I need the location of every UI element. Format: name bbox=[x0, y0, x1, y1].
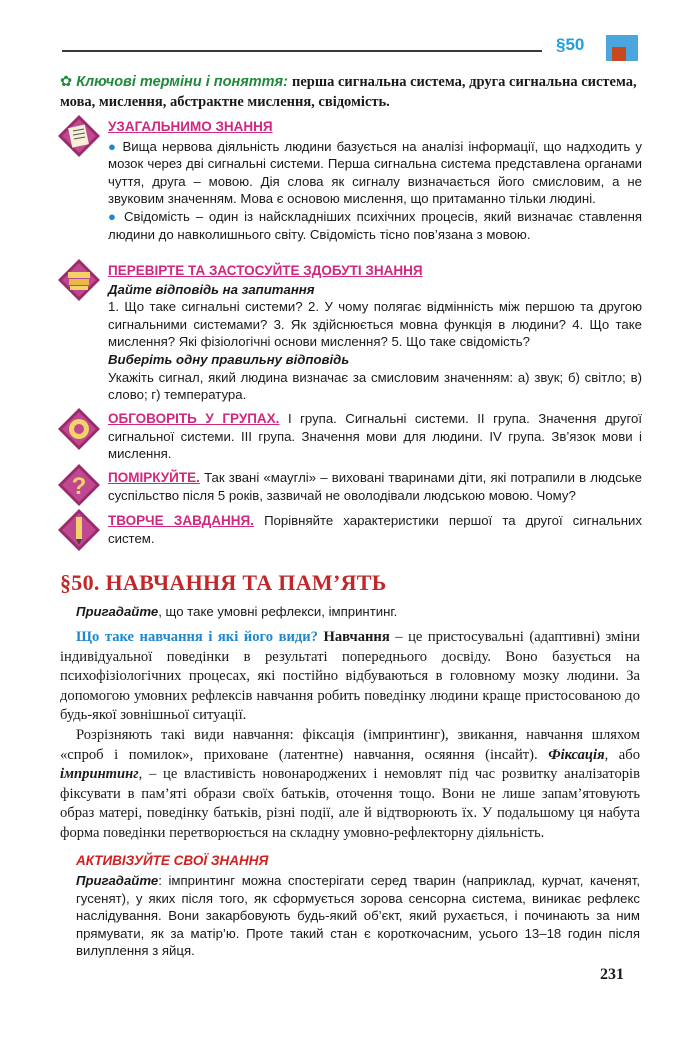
key-terms bbox=[60, 72, 640, 112]
check-questions: 1. Що таке сигнальні системи? 2. У чому полягає відмінність між першою та другою сигнальними системами? 3. Як здійснюється мовна функція в людини? 4. Що таке мислення? Які фізіологічні основи мислення? 5. Що таке свідомість? bbox=[108, 299, 642, 350]
flower-icon: ✿ bbox=[60, 74, 73, 90]
paragraph-2a: Розрізняють такі види навчання: фіксація (імпринтинг), звикання, навчання шляхом «спроб і помилок», приховане (латентне) навчання, осяяння (інсайт). bbox=[60, 726, 640, 763]
section-title: §50. НАВЧАННЯ ТА ПАМ’ЯТЬ bbox=[60, 570, 387, 595]
recall-text: , що таке умовні рефлекси, імпринтинг. bbox=[158, 604, 398, 619]
header-rule bbox=[62, 50, 542, 52]
groups-text: І група. Сигнальні системи. ІІ група. Значення другої сигнальної системи. ІІІ група. Значення мови для людини. ІV група. Зв’язок мови і мислення. bbox=[108, 411, 642, 462]
creative-text: Порівняйте характеристики першої та другої сигнальних систем. bbox=[108, 513, 642, 546]
activate-text: : імпринтинг можна спостерігати серед тварин (наприклад, курчат, каченят, гусенят), у яких після того, як сформується зорова сенсорна система, виникає рефлекс наслідування. Вони закарбовують будь-який об’єкт, який рухається, і починають за ним прямувати, як за матір’ю. Проте такий стан є короткочасним, усього 13–18 годин після вилуплення з яйця. bbox=[76, 873, 640, 959]
svg-text:?: ? bbox=[71, 473, 87, 500]
check-heading: ПЕРЕВІРТЕ ТА ЗАСТОСУЙТЕ ЗДОБУТІ ЗНАННЯ bbox=[108, 263, 423, 278]
term-learning: Навчання bbox=[323, 629, 390, 645]
term-fixation: Фіксація bbox=[548, 746, 605, 763]
question-mark-icon bbox=[57, 463, 101, 507]
term-imprinting: імпринтинг bbox=[60, 766, 139, 783]
generalize-heading: УЗАГАЛЬНИМО ЗНАННЯ bbox=[108, 119, 273, 134]
activate-label: Пригадайте bbox=[76, 873, 159, 888]
section-question: Що таке навчання і які його види? bbox=[76, 629, 318, 645]
paragraph-2b: , або bbox=[604, 746, 640, 763]
page-number: 231 bbox=[600, 966, 624, 983]
paragraph-2c: , – це властивість новонароджених і немовлят під час розвитку аналізаторів фіксувати в пам’яті образи своїх батьків, оточення тощо. Вони не лише запам’ятовують образ матері, поведінку батьків, різні події, але й відтворюють їх. У подальшому ця набута форма поведінки перетворюється на складну умовно-рефлекторну діяльність. bbox=[60, 766, 640, 841]
creative-block bbox=[108, 512, 642, 547]
pen-icon bbox=[57, 508, 101, 552]
section-body bbox=[60, 628, 640, 844]
check-subheading-questions: Дайте відповідь на запитання bbox=[108, 281, 315, 297]
group-discussion-icon bbox=[57, 407, 101, 451]
groups-block bbox=[108, 410, 642, 463]
generalize-block bbox=[108, 118, 642, 243]
header-section-label: §50 bbox=[556, 35, 585, 54]
groups-heading: ОБГОВОРІТЬ У ГРУПАХ. bbox=[108, 411, 280, 426]
key-terms-label: Ключові терміни і поняття: bbox=[76, 74, 288, 90]
paragraph-1: – це пристосувальні (адаптивні) зміни індивідуальної поведінки в результаті попереднього досвіду. Воно базується на психофізіологічних процесах, які постійно відбуваються в головному мозку людини. За допомогою умовних рефлексів навчання робить поведінку людини краще пристосованою до будь-якої зовнішньої ситуації. bbox=[60, 629, 640, 724]
activate-heading: АКТИВІЗУЙТЕ СВОЇ ЗНАННЯ bbox=[76, 853, 269, 868]
think-block bbox=[108, 469, 642, 504]
bullet-icon: ● bbox=[108, 138, 123, 154]
recall-line bbox=[76, 604, 397, 619]
books-icon bbox=[57, 258, 101, 302]
bullet-icon: ● bbox=[108, 208, 124, 224]
recall-label: Пригадайте bbox=[76, 604, 159, 619]
check-subheading-choice: Виберіть одну правильну відповідь bbox=[108, 351, 350, 367]
creative-heading: ТВОРЧЕ ЗАВДАННЯ. bbox=[108, 513, 254, 528]
generalize-bullet-2: Свідомість – один із найскладніших психічних процесів, який визначає ставлення людини до навколишнього світу. Свідомість тісно пов’язана з мовою. bbox=[108, 208, 642, 242]
think-heading: ПОМІРКУЙТЕ. bbox=[108, 470, 200, 485]
key-terms-text: перша сигнальна система, друга сигнальна система, мова, мислення, абстрактне мислення, свідомість. bbox=[60, 74, 637, 110]
check-choice: Укажіть сигнал, який людина визначає за смисловим значенням: а) звук; б) світло; в) слово; г) температура. bbox=[108, 369, 642, 403]
activate-block bbox=[76, 872, 640, 960]
notebook-icon bbox=[57, 114, 101, 158]
header-decor-square bbox=[612, 47, 626, 61]
think-text: Так звані «мауглі» – виховані тваринами діти, які потрапили в людське суспільство після 5 років, зазвичай не оволодівали людською мовою. Чому? bbox=[108, 470, 642, 503]
generalize-bullet-1: Вища нервова діяльність людини базується на аналізі інформації, що надходить у мозок через дві сигнальні системи. Перша сигнальна система представлена органами чуття, друга – мовою. Дія слова як сигналу визначається його смисловим, а не звуковим значенням. Мова є основою мислення, що притаманно тільки людині. bbox=[108, 138, 642, 207]
check-block bbox=[108, 262, 642, 404]
